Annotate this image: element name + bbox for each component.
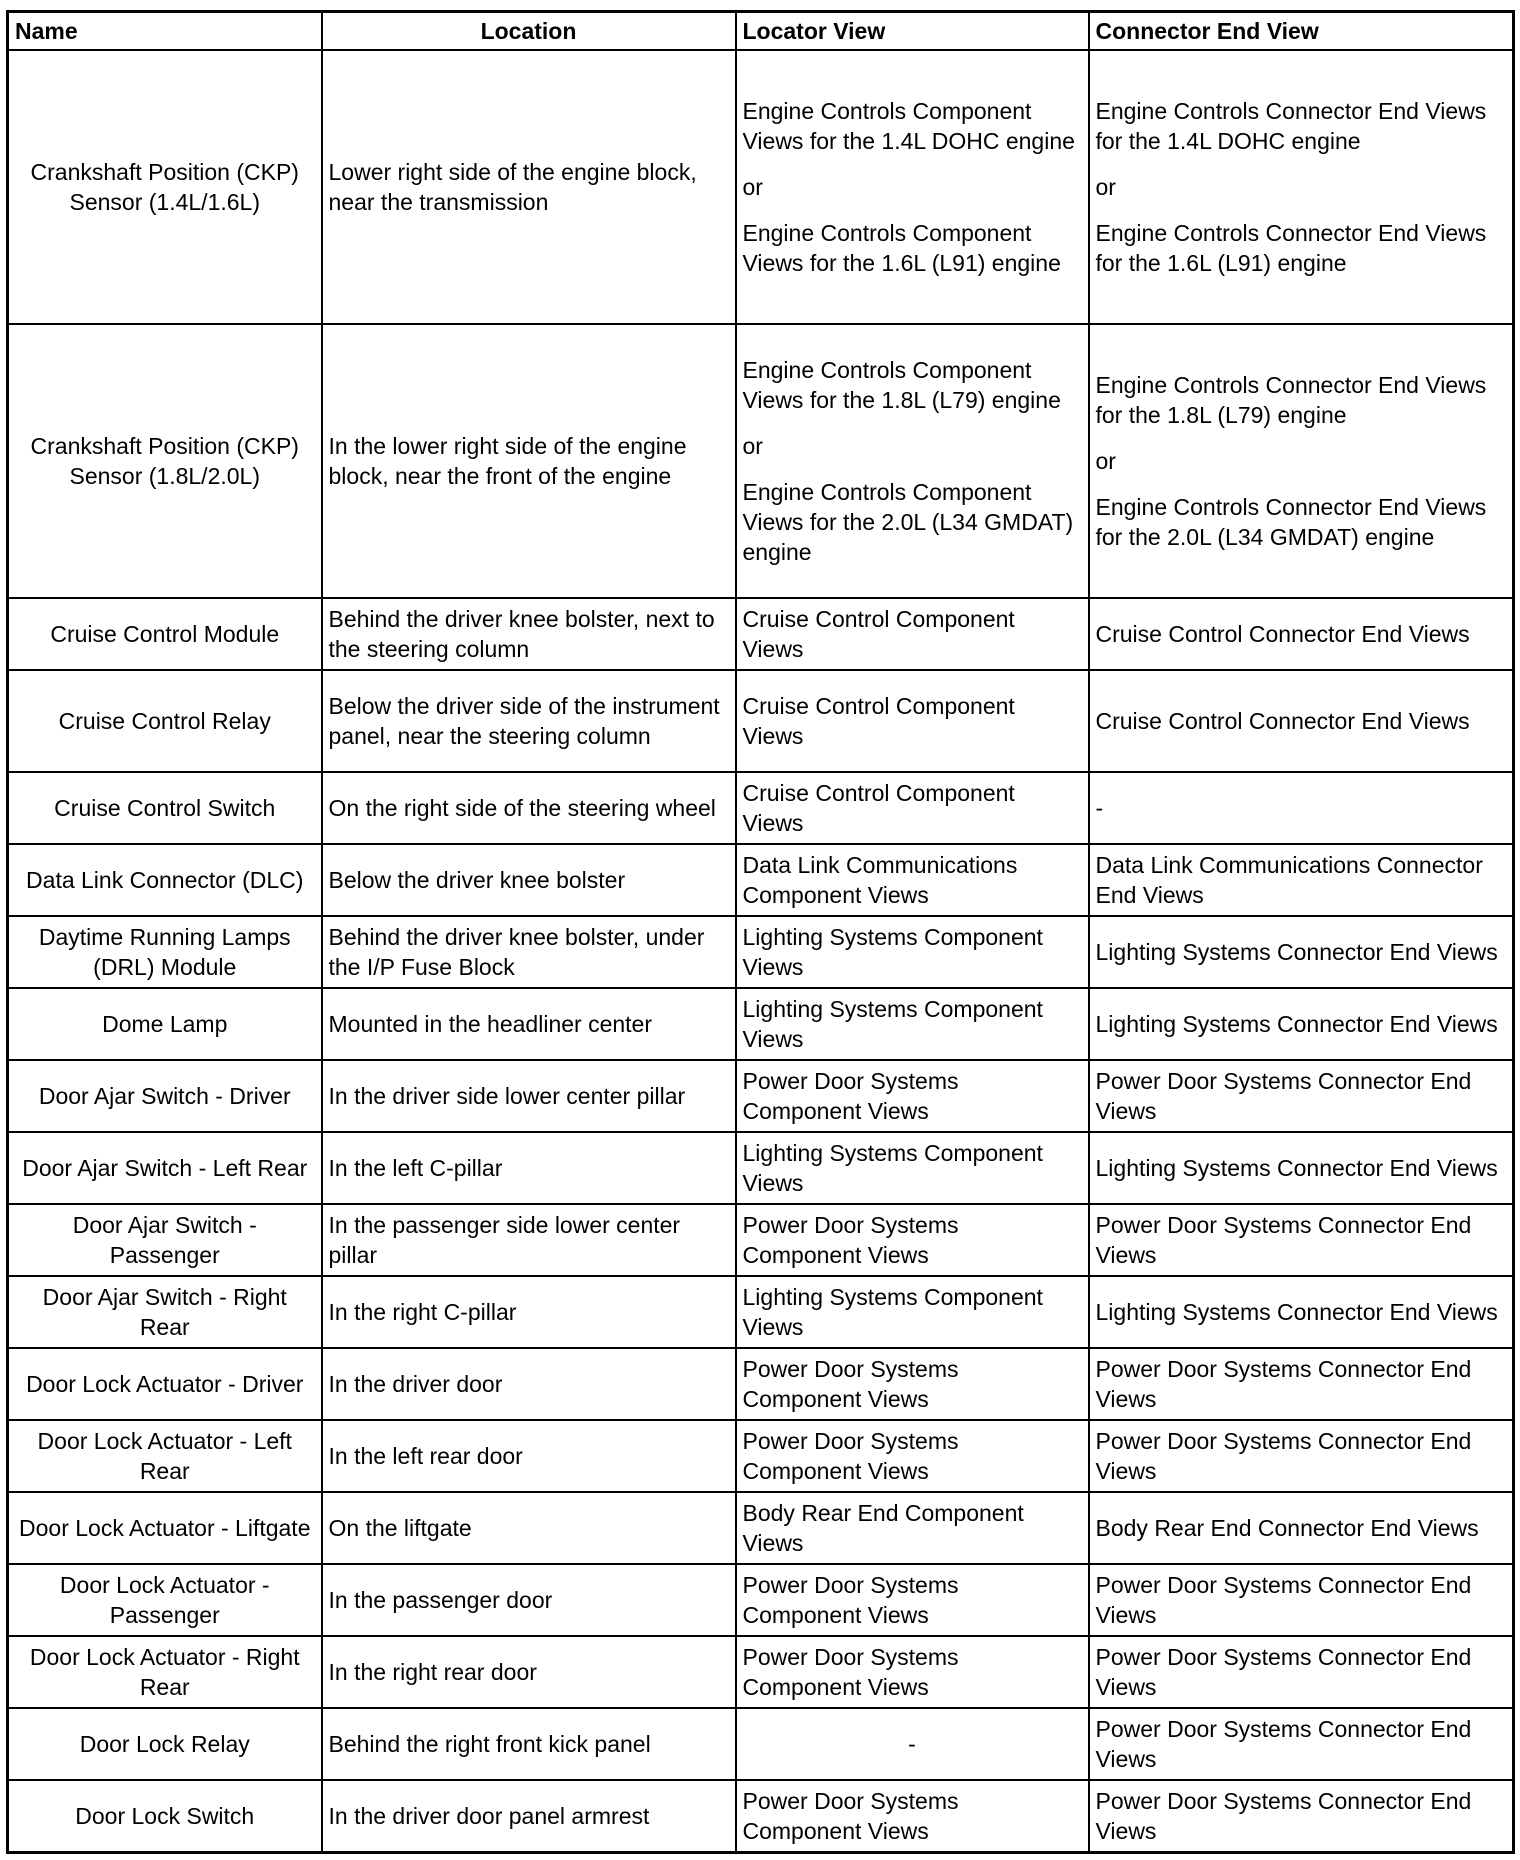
- cell-locator-view: Cruise Control Component Views: [736, 670, 1089, 772]
- locator-view-line: Engine Controls Component Views for the 1.8L (L79) engine: [742, 357, 1061, 413]
- table-row: [8, 1708, 1514, 1780]
- cell-name: Door Ajar Switch - Right Rear: [8, 1276, 322, 1348]
- cell-location: In the right rear door: [322, 1636, 736, 1708]
- table-row: [8, 1780, 1514, 1853]
- cell-connector-end-view: Power Door Systems Connector End Views: [1089, 1780, 1514, 1853]
- header-location: Location: [322, 12, 736, 51]
- locator-view-line: Engine Controls Component Views for the 1.6L (L91) engine: [742, 220, 1061, 276]
- cell-location: Behind the driver knee bolster, under the I/P Fuse Block: [322, 916, 736, 988]
- cell-name: Daytime Running Lamps (DRL) Module: [8, 916, 322, 988]
- cell-connector-end-view: Lighting Systems Connector End Views: [1089, 1276, 1514, 1348]
- header-connector-end-view: Connector End View: [1089, 12, 1514, 51]
- cell-locator-view: -: [736, 1708, 1089, 1780]
- cell-location: Below the driver knee bolster: [322, 844, 736, 916]
- table-row: [8, 772, 1514, 844]
- header-name: Name: [8, 12, 322, 51]
- cell-connector-end-view: Power Door Systems Connector End Views: [1089, 1348, 1514, 1420]
- cell-connector-end-view: Power Door Systems Connector End Views: [1089, 1204, 1514, 1276]
- table-row: [8, 670, 1514, 772]
- connector-view-line: Engine Controls Connector End Views for the 1.6L (L91) engine: [1095, 220, 1487, 276]
- cell-name: Door Lock Actuator - Liftgate: [8, 1492, 322, 1564]
- cell-connector-end-view: Lighting Systems Connector End Views: [1089, 988, 1514, 1060]
- connector-view-line: Engine Controls Connector End Views for the 1.4L DOHC engine: [1095, 98, 1487, 154]
- cell-location: Mounted in the headliner center: [322, 988, 736, 1060]
- cell-locator-view: Body Rear End Component Views: [736, 1492, 1089, 1564]
- cell-connector-end-view: Lighting Systems Connector End Views: [1089, 916, 1514, 988]
- locator-view-line: Engine Controls Component Views for the 2.0L (L34 GMDAT) engine: [742, 479, 1074, 565]
- table-row: [8, 1348, 1514, 1420]
- connector-view-line: Engine Controls Connector End Views for the 2.0L (L34 GMDAT) engine: [1095, 494, 1487, 550]
- cell-location: Below the driver side of the instrument panel, near the steering column: [322, 670, 736, 772]
- cell-name: Dome Lamp: [8, 988, 322, 1060]
- cell-locator-view: Lighting Systems Component Views: [736, 1276, 1089, 1348]
- cell-location: In the driver side lower center pillar: [322, 1060, 736, 1132]
- cell-name: Door Lock Switch: [8, 1780, 322, 1853]
- cell-connector-end-view: Power Door Systems Connector End Views: [1089, 1708, 1514, 1780]
- table-row: [8, 1420, 1514, 1492]
- cell-locator-view: Power Door Systems Component Views: [736, 1348, 1089, 1420]
- cell-location: In the left rear door: [322, 1420, 736, 1492]
- cell-location: Behind the driver knee bolster, next to the steering column: [322, 598, 736, 670]
- table-row: [8, 1636, 1514, 1708]
- cell-connector-end-view: Cruise Control Connector End Views: [1089, 598, 1514, 670]
- cell-name: Cruise Control Switch: [8, 772, 322, 844]
- cell-location: In the driver door panel armrest: [322, 1780, 736, 1853]
- cell-locator-view: Cruise Control Component Views: [736, 598, 1089, 670]
- cell-locator-view: Cruise Control Component Views: [736, 772, 1089, 844]
- cell-locator-view: [736, 50, 1089, 324]
- cell-locator-view: Lighting Systems Component Views: [736, 1132, 1089, 1204]
- cell-connector-end-view: Power Door Systems Connector End Views: [1089, 1564, 1514, 1636]
- cell-location: In the passenger door: [322, 1564, 736, 1636]
- connector-view-or: or: [1095, 174, 1116, 200]
- cell-locator-view: [736, 324, 1089, 598]
- locator-view-or: or: [742, 433, 763, 459]
- cell-connector-end-view: Body Rear End Connector End Views: [1089, 1492, 1514, 1564]
- table-row: [8, 1564, 1514, 1636]
- cell-location: On the right side of the steering wheel: [322, 772, 736, 844]
- table-row: [8, 1276, 1514, 1348]
- cell-name: Door Lock Relay: [8, 1708, 322, 1780]
- cell-name: Door Lock Actuator - Driver: [8, 1348, 322, 1420]
- cell-connector-end-view: Power Door Systems Connector End Views: [1089, 1060, 1514, 1132]
- table-row: [8, 50, 1514, 324]
- cell-locator-view: Data Link Communications Component Views: [736, 844, 1089, 916]
- cell-name: Crankshaft Position (CKP) Sensor (1.4L/1.6L): [8, 50, 322, 324]
- cell-locator-view: Power Door Systems Component Views: [736, 1204, 1089, 1276]
- cell-name: Door Ajar Switch - Driver: [8, 1060, 322, 1132]
- cell-location: In the left C-pillar: [322, 1132, 736, 1204]
- cell-name: Door Lock Actuator - Left Rear: [8, 1420, 322, 1492]
- cell-name: Door Lock Actuator - Passenger: [8, 1564, 322, 1636]
- table-row: [8, 844, 1514, 916]
- table-row: [8, 1132, 1514, 1204]
- table-row: [8, 988, 1514, 1060]
- locator-view-or: or: [742, 174, 763, 200]
- cell-locator-view: Power Door Systems Component Views: [736, 1636, 1089, 1708]
- cell-name: Cruise Control Module: [8, 598, 322, 670]
- cell-locator-view: Lighting Systems Component Views: [736, 916, 1089, 988]
- table-row: [8, 1492, 1514, 1564]
- table-row: [8, 916, 1514, 988]
- cell-location: In the driver door: [322, 1348, 736, 1420]
- header-locator-view: Locator View: [736, 12, 1089, 51]
- cell-locator-view: Power Door Systems Component Views: [736, 1420, 1089, 1492]
- cell-name: Crankshaft Position (CKP) Sensor (1.8L/2.0L): [8, 324, 322, 598]
- cell-connector-end-view: Data Link Communications Connector End Views: [1089, 844, 1514, 916]
- cell-connector-end-view: Power Door Systems Connector End Views: [1089, 1636, 1514, 1708]
- table-header-row: [8, 12, 1514, 51]
- component-locator-table: [6, 10, 1515, 1854]
- document-page: [6, 10, 1512, 1854]
- cell-location: Behind the right front kick panel: [322, 1708, 736, 1780]
- cell-connector-end-view: -: [1089, 772, 1514, 844]
- cell-locator-view: Power Door Systems Component Views: [736, 1060, 1089, 1132]
- cell-connector-end-view: Power Door Systems Connector End Views: [1089, 1420, 1514, 1492]
- cell-location: On the liftgate: [322, 1492, 736, 1564]
- connector-view-line: Engine Controls Connector End Views for the 1.8L (L79) engine: [1095, 372, 1487, 428]
- cell-connector-end-view: [1089, 50, 1514, 324]
- table-row: [8, 598, 1514, 670]
- cell-location: In the lower right side of the engine block, near the front of the engine: [322, 324, 736, 598]
- connector-view-or: or: [1095, 448, 1116, 474]
- cell-location: Lower right side of the engine block, near the transmission: [322, 50, 736, 324]
- table-row: [8, 1204, 1514, 1276]
- cell-locator-view: Power Door Systems Component Views: [736, 1564, 1089, 1636]
- table-row: [8, 1060, 1514, 1132]
- cell-connector-end-view: Lighting Systems Connector End Views: [1089, 1132, 1514, 1204]
- cell-location: In the right C-pillar: [322, 1276, 736, 1348]
- cell-connector-end-view: Cruise Control Connector End Views: [1089, 670, 1514, 772]
- cell-location: In the passenger side lower center pillar: [322, 1204, 736, 1276]
- cell-name: Door Ajar Switch - Passenger: [8, 1204, 322, 1276]
- locator-view-line: Engine Controls Component Views for the 1.4L DOHC engine: [742, 98, 1075, 154]
- cell-name: Data Link Connector (DLC): [8, 844, 322, 916]
- table-row: [8, 324, 1514, 598]
- cell-locator-view: Power Door Systems Component Views: [736, 1780, 1089, 1853]
- cell-name: Door Lock Actuator - Right Rear: [8, 1636, 322, 1708]
- cell-locator-view: Lighting Systems Component Views: [736, 988, 1089, 1060]
- cell-connector-end-view: [1089, 324, 1514, 598]
- cell-name: Cruise Control Relay: [8, 670, 322, 772]
- cell-name: Door Ajar Switch - Left Rear: [8, 1132, 322, 1204]
